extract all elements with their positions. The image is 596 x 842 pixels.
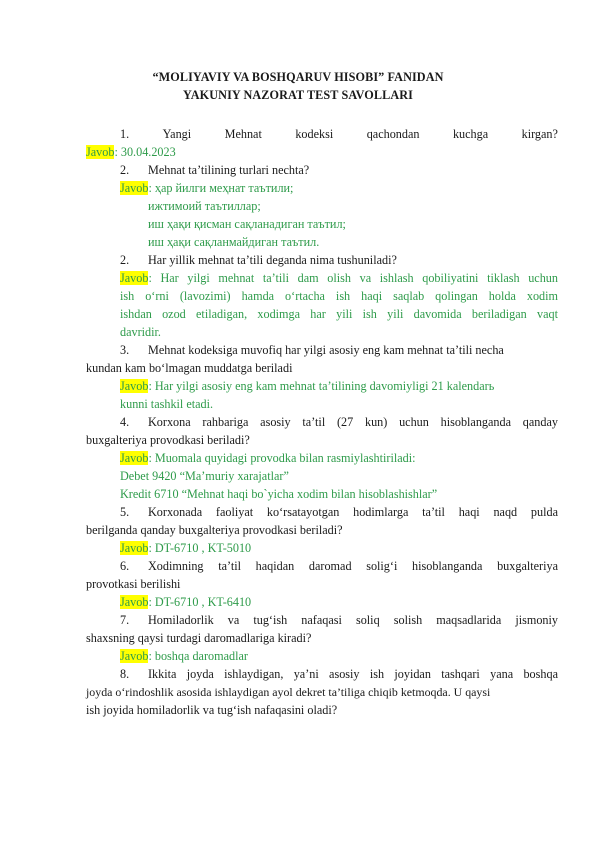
question-1-number: 1.	[120, 127, 130, 141]
javob-label: Javob	[120, 271, 149, 285]
answer-1-text: : 30.04.2023	[114, 145, 176, 159]
javob-label: Javob	[120, 451, 149, 465]
question-4-number: 3.	[120, 343, 130, 357]
question-2-text: Mehnat ta’tilining turlari nechta?	[148, 163, 310, 177]
javob-label: Javob	[120, 541, 149, 555]
answer-2-item: иш ҳақи сақланмайдиган таътил.	[148, 235, 320, 249]
answer-3-line: ishdan ozod etiladigan, xodimga har yili ish yili davomida beriladigan vaqt	[120, 307, 558, 321]
question-2	[120, 161, 558, 179]
question-7-continuation: provotkasi berilishi	[86, 577, 181, 591]
answer-5-line	[120, 449, 416, 467]
question-1-word: Mehnat	[224, 127, 262, 141]
question-7-number: 6.	[120, 559, 130, 573]
question-1-word: kuchga	[452, 127, 489, 141]
javob-label: Javob	[120, 379, 149, 393]
answer-7-text: : DT-6710 , KT-6410	[148, 595, 252, 609]
answer-3-line: ish o‘rni (lavozimi) hamda o‘rtacha ish haqi saqlab qolingan holda xodim	[120, 289, 558, 303]
question-4	[120, 341, 558, 359]
question-2-number: 2.	[120, 163, 130, 177]
question-1	[120, 125, 558, 143]
question-3	[120, 251, 558, 269]
question-4-text: Mehnat kodeksiga muvofiq har yilgi asosiy eng kam mehnat ta’tili necha	[148, 343, 504, 357]
javob-label: Javob	[120, 595, 149, 609]
question-9	[120, 665, 558, 683]
answer-2	[120, 179, 293, 197]
question-1-word: qachondan	[366, 127, 420, 141]
answer-4-line: kunni tashkil etadi.	[120, 397, 214, 411]
question-9-text: Ikkita joyda ishlaydigan, ya’ni asosiy ish joyidan tashqari yana boshqa	[148, 667, 558, 681]
question-1-word: kirgan?	[521, 127, 558, 141]
title-line-2: YAKUNIY NAZORAT TEST SAVOLLARI	[183, 88, 413, 102]
answer-8-text: : boshqa daromadlar	[148, 649, 248, 663]
answer-2-text: : ҳар йилги меҳнат таътили;	[148, 181, 294, 195]
question-6	[120, 503, 558, 521]
answer-3-line	[120, 269, 558, 287]
answer-1	[86, 143, 176, 161]
answer-5-line: Kredit 6710 “Mehnat haqi bo`yicha xodim bilan hisoblashishlar”	[120, 487, 438, 501]
question-8-continuation: shaxsning qaysi turdagi daromadlariga kiradi?	[86, 631, 312, 645]
question-1-word: Yangi	[162, 127, 192, 141]
question-9-continuation: joyda o‘rindoshlik asosida ishlaydigan ayol dekret ta’tiliga chiqib ketmoqda. U qaysi	[86, 685, 491, 699]
question-7	[120, 557, 558, 575]
answer-5-text: : Muomala quyidagi provodka bilan rasmiylashtiriladi:	[148, 451, 416, 465]
question-8	[120, 611, 558, 629]
answer-4-text: : Har yilgi asosiy eng kam mehnat ta’tilining davomiyligi 21 kalendarь	[148, 379, 495, 393]
javob-label: Javob	[86, 145, 115, 159]
question-5-text: Korxona rahbariga asosiy ta’til (27 kun) uchun hisoblanganda qanday	[148, 415, 558, 429]
title-line-1: “MOLIYAVIY VA BOSHQARUV HISOBI” FANIDAN	[152, 70, 444, 84]
question-5-continuation: buxgalteriya provodkasi beriladi?	[86, 433, 250, 447]
answer-7	[120, 593, 251, 611]
question-1-word: kodeksi	[295, 127, 334, 141]
question-6-number: 5.	[120, 505, 130, 519]
question-6-continuation: berilganda qanday buxgalteriya provodkasi beriladi?	[86, 523, 343, 537]
question-6-text: Korxonada faoliyat ko‘rsatayotgan hodimlarga ta’til haqi naqd pulda	[148, 505, 558, 519]
javob-label: Javob	[120, 181, 149, 195]
question-9-continuation: ish joyida homiladorlik va tug‘ish nafaqasini oladi?	[86, 703, 338, 717]
answer-2-item: иш ҳақи қисман сақланадиган таътил;	[148, 217, 346, 231]
answer-5-line: Debet 9420 “Ma’muriy xarajatlar”	[120, 469, 289, 483]
javob-label: Javob	[120, 649, 149, 663]
question-7-text: Xodimning ta’til haqidan daromad solig‘i hisoblanganda buxgalteriya	[148, 559, 558, 573]
answer-8	[120, 647, 248, 665]
question-5-number: 4.	[120, 415, 130, 429]
answer-3-text: : Har yilgi mehnat ta’tili dam olish va ishlash qobiliyatini tiklash uchun	[148, 271, 558, 285]
answer-6	[120, 539, 251, 557]
answer-3-line: davridir.	[120, 325, 161, 339]
question-5	[120, 413, 558, 431]
question-8-text: Homiladorlik va tug‘ish nafaqasi soliq solish maqsadlarida jismoniy	[148, 613, 558, 627]
answer-6-text: : DT-6710 , KT-5010	[148, 541, 252, 555]
answer-2-item: ижтимоий таътиллар;	[148, 199, 261, 213]
question-9-number: 8.	[120, 667, 130, 681]
question-4-continuation: kundan kam bo‘lmagan muddatga beriladi	[86, 361, 293, 375]
question-8-number: 7.	[120, 613, 130, 627]
question-3-number: 2.	[120, 253, 130, 267]
answer-4-line	[120, 377, 494, 395]
question-3-text: Har yillik mehnat ta’tili deganda nima tushuniladi?	[148, 253, 397, 267]
